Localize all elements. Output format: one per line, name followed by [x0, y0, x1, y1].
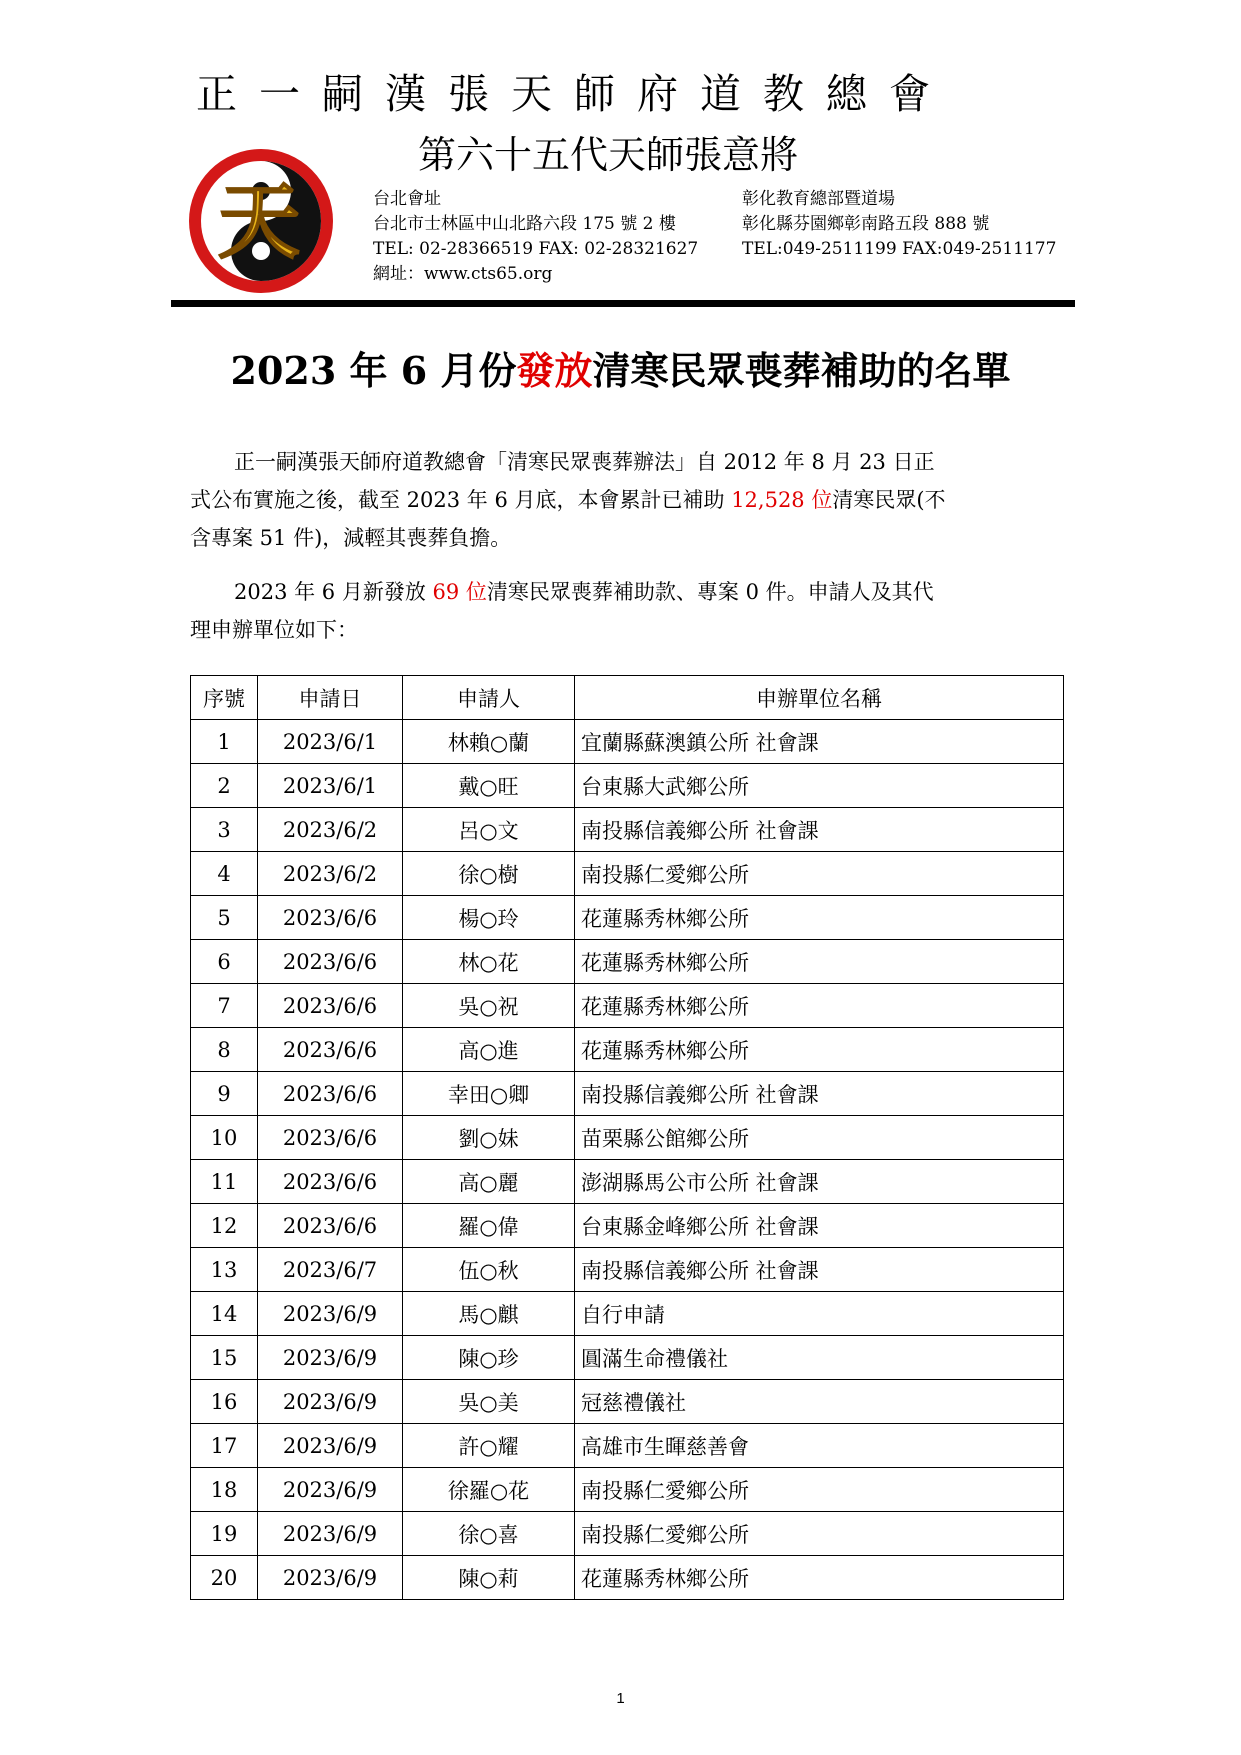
cell-date: 2023/6/9	[258, 1424, 403, 1468]
title-highlight: 發放	[516, 348, 593, 393]
header-divider	[171, 300, 1075, 307]
cell-serial: 8	[191, 1028, 258, 1072]
table-row	[191, 1160, 1064, 1204]
cell-applicant: 劉○妹	[403, 1116, 575, 1160]
cell-date: 2023/6/9	[258, 1556, 403, 1600]
organization-logo	[186, 146, 336, 296]
cell-applicant: 陳○莉	[403, 1556, 575, 1600]
cell-serial: 17	[191, 1424, 258, 1468]
table-row	[191, 896, 1064, 940]
table-row	[191, 1116, 1064, 1160]
taipei-address: 台北市士林區中山北路六段 175 號 2 樓	[373, 214, 676, 234]
cell-applicant: 馬○麒	[403, 1292, 575, 1336]
cell-serial: 20	[191, 1556, 258, 1600]
org-title: 正一嗣漢張天師府道教總會	[196, 70, 952, 118]
cell-serial: 4	[191, 852, 258, 896]
logo-glyph: 天	[217, 174, 301, 270]
cell-applicant: 許○耀	[403, 1424, 575, 1468]
cell-applicant: 楊○玲	[403, 896, 575, 940]
intro-line-2	[190, 481, 1050, 519]
cell-serial: 15	[191, 1336, 258, 1380]
monthly-line-1-pre: 2023 年 6 月新發放	[234, 580, 433, 604]
changhua-contact	[742, 187, 1056, 262]
table-row	[191, 852, 1064, 896]
table-row	[191, 1248, 1064, 1292]
cell-applicant: 林○花	[403, 940, 575, 984]
cell-serial: 9	[191, 1072, 258, 1116]
cell-serial: 6	[191, 940, 258, 984]
cell-serial: 13	[191, 1248, 258, 1292]
cell-serial: 14	[191, 1292, 258, 1336]
header-applicant: 申請人	[403, 676, 575, 720]
cell-date: 2023/6/6	[258, 940, 403, 984]
cell-date: 2023/6/6	[258, 1116, 403, 1160]
cell-date: 2023/6/9	[258, 1380, 403, 1424]
cell-date: 2023/6/2	[258, 808, 403, 852]
cell-unit: 花蓮縣秀林鄉公所	[575, 984, 1064, 1028]
cell-serial: 3	[191, 808, 258, 852]
table-row	[191, 1424, 1064, 1468]
cell-date: 2023/6/2	[258, 852, 403, 896]
cell-date: 2023/6/1	[258, 764, 403, 808]
table-row	[191, 1512, 1064, 1556]
cell-applicant: 伍○秋	[403, 1248, 575, 1292]
intro-line-3: 含專案 51 件)，減輕其喪葬負擔。	[190, 526, 512, 550]
cell-serial: 11	[191, 1160, 258, 1204]
cell-unit: 南投縣仁愛鄉公所	[575, 1468, 1064, 1512]
cell-date: 2023/6/6	[258, 1072, 403, 1116]
cell-applicant: 吳○美	[403, 1380, 575, 1424]
subsidy-table	[190, 675, 1064, 1600]
cell-applicant: 幸田○卿	[403, 1072, 575, 1116]
cell-applicant: 徐○樹	[403, 852, 575, 896]
cell-applicant: 高○進	[403, 1028, 575, 1072]
cell-applicant: 戴○旺	[403, 764, 575, 808]
changhua-address: 彰化縣芬園鄉彰南路五段 888 號	[742, 214, 990, 234]
document-title	[0, 348, 1241, 393]
cell-applicant: 陳○珍	[403, 1336, 575, 1380]
table-row	[191, 984, 1064, 1028]
cell-date: 2023/6/6	[258, 984, 403, 1028]
cell-applicant: 高○麗	[403, 1160, 575, 1204]
cell-unit: 自行申請	[575, 1292, 1064, 1336]
cell-serial: 16	[191, 1380, 258, 1424]
intro-line-1: 正一嗣漢張天師府道教總會「清寒民眾喪葬辦法」自 2012 年 8 月 23 日正	[234, 450, 935, 474]
taipei-tel: TEL: 02-28366519 FAX: 02-28321627	[373, 239, 699, 259]
table-row	[191, 1468, 1064, 1512]
cell-applicant: 羅○偉	[403, 1204, 575, 1248]
monthly-count: 69 位	[432, 580, 487, 604]
cell-applicant: 徐○喜	[403, 1512, 575, 1556]
table-row	[191, 808, 1064, 852]
cell-date: 2023/6/6	[258, 1028, 403, 1072]
cell-unit: 花蓮縣秀林鄉公所	[575, 1556, 1064, 1600]
cell-serial: 12	[191, 1204, 258, 1248]
cell-serial: 1	[191, 720, 258, 764]
cell-unit: 冠慈禮儀社	[575, 1380, 1064, 1424]
cell-unit: 南投縣仁愛鄉公所	[575, 852, 1064, 896]
cell-unit: 宜蘭縣蘇澳鎮公所 社會課	[575, 720, 1064, 764]
cell-date: 2023/6/9	[258, 1336, 403, 1380]
monthly-line-1-post: 清寒民眾喪葬補助款、專案 0 件。申請人及其代	[486, 580, 934, 604]
cell-unit: 台東縣金峰鄉公所 社會課	[575, 1204, 1064, 1248]
cell-date: 2023/6/7	[258, 1248, 403, 1292]
table-row	[191, 1072, 1064, 1116]
cell-serial: 5	[191, 896, 258, 940]
table-header-row	[191, 676, 1064, 720]
header-serial: 序號	[191, 676, 258, 720]
monthly-paragraph	[190, 573, 1050, 649]
cell-serial: 10	[191, 1116, 258, 1160]
cell-date: 2023/6/9	[258, 1468, 403, 1512]
monthly-line-2: 理申辦單位如下：	[190, 618, 358, 642]
cell-unit: 苗栗縣公館鄉公所	[575, 1116, 1064, 1160]
cell-serial: 2	[191, 764, 258, 808]
total-count: 12,528 位	[731, 488, 833, 512]
cell-unit: 南投縣信義鄉公所 社會課	[575, 808, 1064, 852]
table-row	[191, 764, 1064, 808]
table-row	[191, 940, 1064, 984]
cell-unit: 台東縣大武鄉公所	[575, 764, 1064, 808]
header-unit: 申辦單位名稱	[575, 676, 1064, 720]
table-row	[191, 1556, 1064, 1600]
taipei-contact	[373, 187, 698, 287]
master-line: 第六十五代天師張意將	[418, 133, 799, 177]
table-row	[191, 1204, 1064, 1248]
cell-unit: 花蓮縣秀林鄉公所	[575, 896, 1064, 940]
table-row	[191, 720, 1064, 764]
cell-unit: 花蓮縣秀林鄉公所	[575, 940, 1064, 984]
cell-date: 2023/6/1	[258, 720, 403, 764]
cell-unit: 南投縣仁愛鄉公所	[575, 1512, 1064, 1556]
cell-unit: 南投縣信義鄉公所 社會課	[575, 1072, 1064, 1116]
cell-date: 2023/6/9	[258, 1512, 403, 1556]
cell-serial: 19	[191, 1512, 258, 1556]
cell-date: 2023/6/6	[258, 1204, 403, 1248]
intro-line-2-pre: 式公布實施之後，截至 2023 年 6 月底，本會累計已補助	[190, 488, 732, 512]
cell-unit: 花蓮縣秀林鄉公所	[575, 1028, 1064, 1072]
cell-serial: 18	[191, 1468, 258, 1512]
intro-line-2-post: 清寒民眾(不	[832, 488, 946, 512]
website: 網址：www.cts65.org	[373, 264, 553, 284]
header-date: 申請日	[258, 676, 403, 720]
cell-applicant: 徐羅○花	[403, 1468, 575, 1512]
monthly-line-1	[190, 573, 1050, 611]
table-row	[191, 1380, 1064, 1424]
cell-unit: 高雄市生暉慈善會	[575, 1424, 1064, 1468]
table-row	[191, 1336, 1064, 1380]
taipei-label: 台北會址	[373, 189, 441, 209]
changhua-label: 彰化教育總部暨道場	[742, 189, 895, 209]
changhua-tel: TEL:049-2511199 FAX:049-2511177	[742, 239, 1057, 259]
cell-date: 2023/6/6	[258, 1160, 403, 1204]
title-pre: 2023 年 6 月份	[230, 348, 517, 393]
cell-applicant: 呂○文	[403, 808, 575, 852]
cell-applicant: 林賴○蘭	[403, 720, 575, 764]
title-post: 清寒民眾喪葬補助的名單	[592, 348, 1011, 393]
cell-unit: 南投縣信義鄉公所 社會課	[575, 1248, 1064, 1292]
table-row	[191, 1292, 1064, 1336]
cell-date: 2023/6/6	[258, 896, 403, 940]
cell-applicant: 吳○祝	[403, 984, 575, 1028]
cell-unit: 澎湖縣馬公市公所 社會課	[575, 1160, 1064, 1204]
cell-serial: 7	[191, 984, 258, 1028]
page-number: 1	[616, 1690, 625, 1707]
cell-unit: 圓滿生命禮儀社	[575, 1336, 1064, 1380]
intro-paragraph	[190, 443, 1050, 557]
cell-date: 2023/6/9	[258, 1292, 403, 1336]
table-row	[191, 1028, 1064, 1072]
